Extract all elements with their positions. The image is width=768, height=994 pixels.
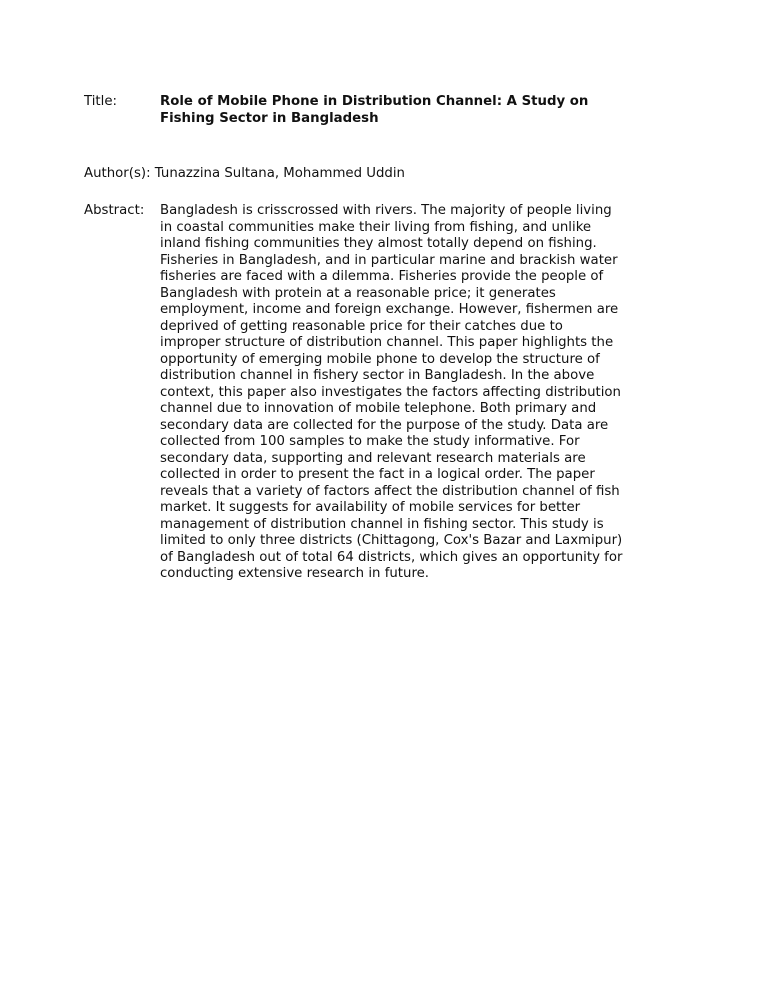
authors-value: Tunazzina Sultana, Mohammed Uddin — [154, 166, 405, 181]
abstract-text: Bangladesh is crisscrossed with rivers. The majority of people living in coastal communities make their living from fishing, and unlike inland fishing communities they almost totally depend on fishing. Fisheries in Bangladesh, and in particular marine and brackish water fisheries are faced with a dilemma. Fisheries provide the people of Bangladesh with protein at a reasonable price; it generates employment, income and foreign exchange. However, fishermen are deprived of getting reasonable price for their catches due to improper structure of distribution channel. This paper highlights the opportunity of emerging mobile phone to develop the structure of distribution channel in fishery sector in Bangladesh. In the above context, this paper also investigates the factors affecting distribution channel due to innovation of mobile telephone. Both primary and secondary data are collected for the purpose of the study. Data are collected from 100 samples to make the study informative. For secondary data, supporting and relevant research materials are collected in order to present the fact in a logical order. The paper reveals that a variety of factors affect the distribution channel of fish market. It suggests for availability of mobile services for better management of distribution channel in fishing sector. This study is limited to only three districts (Chittagong, Cox's Bazar and Laxmipur) of Bangladesh out of total 64 districts, which gives an opportunity for conducting extensive research in future. — [160, 203, 623, 581]
authors-label: Author(s): — [84, 166, 151, 181]
paper-title: Role of Mobile Phone in Distribution Channel: A Study on Fishing Sector in Bangladesh — [160, 94, 589, 126]
title-label: Title: — [84, 94, 117, 109]
authors-line — [84, 166, 405, 183]
abstract-label: Abstract: — [84, 203, 145, 218]
